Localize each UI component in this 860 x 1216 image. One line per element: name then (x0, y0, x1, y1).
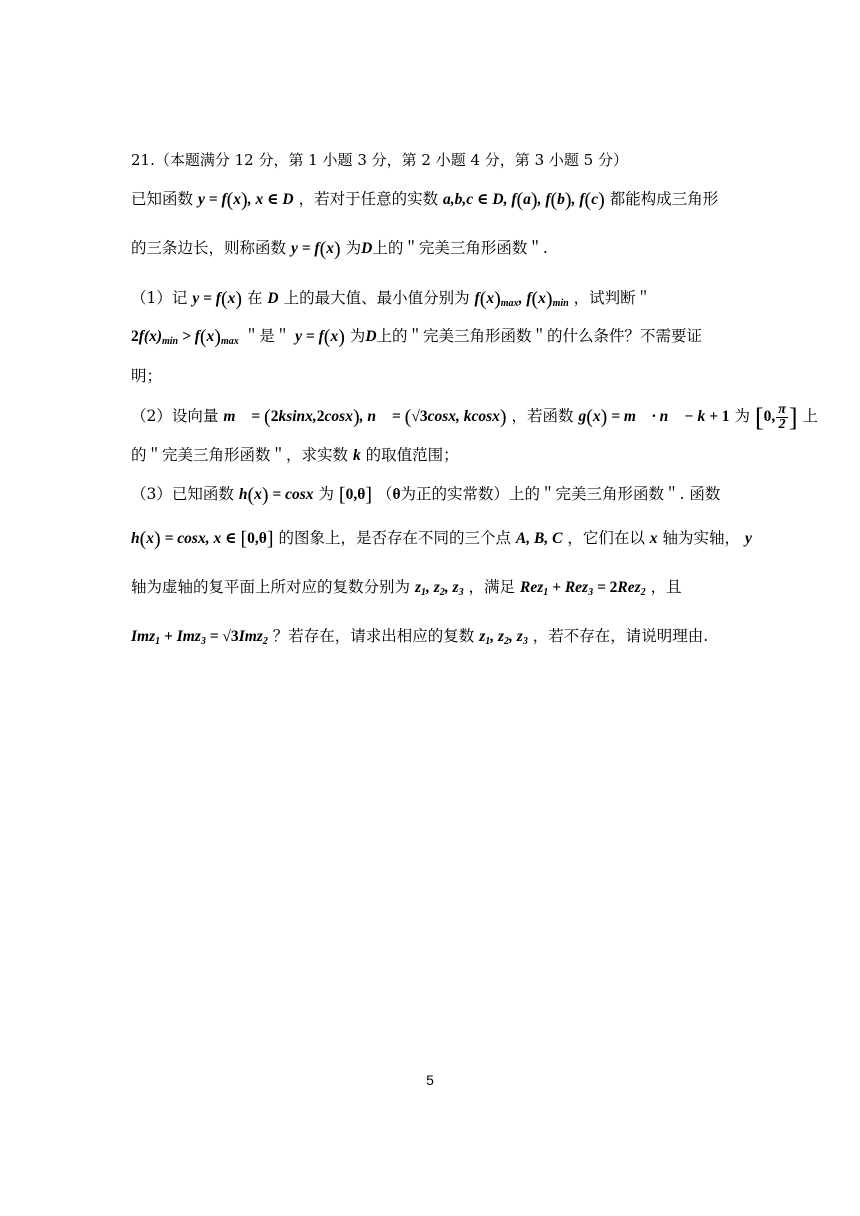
math-expression: [0,θ] (338, 484, 372, 506)
math-expression: D (365, 328, 377, 345)
question-2-line-1: （2）设向量 m⃗ = (2ksinx,2cosx), n⃗ = (√3cosx, kcosx) ，若函数 g(x) = m⃗ · n⃗ − k + 1 为 [0, $\frac{\pi}{2}$ ] 上 (131, 402, 819, 433)
math-expression: $z_1$, $z_2$, $z_3$ (414, 579, 464, 598)
math-expression: h(x) = cosx (238, 484, 314, 506)
intro-line-2: 的三条边长，则称函数 y = f(x) 为D上的＂完美三角形函数＂. (131, 238, 548, 260)
intro-line-1: 已知函数 y = f(x), x ∈ D ，若对于任意的实数 a,b,c ∈ D, f(a), f(b), f(c) 都能构成三角形 (131, 189, 719, 211)
question-1-line-2: $2f(x)_{min} > f(x)_{max}$ ＂是＂ y = f(x) 为D上的＂完美三角形函数＂的什么条件？不需要证 (131, 326, 703, 348)
math-expression: y = f(x), x ∈ D (197, 189, 294, 211)
math-expression: y = f(x) (295, 326, 345, 348)
math-expression: $f(x)_{max}$, $f(x)_{min}$ (474, 288, 569, 310)
math-expression: y (744, 530, 752, 547)
question-1-line-1: （1）记 y = f(x) 在 D 上的最大值、最小值分别为 $f(x)_{max}$, $f(x)_{min}$ ，试判断＂ (131, 288, 652, 310)
math-expression: D (267, 290, 279, 307)
math-expression: $z_1$, $z_2$, $z_3$ (479, 628, 528, 647)
math-expression: y = f(x) (192, 288, 243, 310)
math-expression: g(x) = m⃗ · n⃗ − k + 1 (578, 406, 730, 429)
math-expression: x (649, 530, 658, 547)
question-3-line-2: h(x) = cosx, x ∈ [0,θ] 的图象上，是否存在不同的三个点 A, B, C ，它们在以 x 轴为实轴， y (131, 528, 752, 550)
math-expression: [0, $\frac{\pi}{2}$ ] (754, 402, 798, 433)
math-expression: Rez$_1$ + Rez$_3$ = 2Rez$_2$ (519, 579, 646, 598)
question-1-line-3: 明； (131, 367, 163, 385)
math-expression: D (361, 240, 373, 257)
question-3-line-4: Imz$_1$ + Imz$_3$ = √3Imz$_2$ ？若存在，请求出相应的复数 $z_1$, $z_2$, $z_3$ ，若不存在，请说明理由. (131, 627, 709, 647)
math-expression: Imz$_1$ + Imz$_3$ = √3Imz$_2$ (131, 628, 268, 647)
question-3-line-3: 轴为虚轴的复平面上所对应的复数分别为 $z_1$, $z_2$, $z_3$ ，满足 Rez$_1$ + Rez$_3$ = 2Rez$_2$ ，且 (131, 578, 682, 598)
math-expression: y = f(x) (290, 238, 341, 260)
math-expression: A, B, C (515, 530, 563, 547)
math-expression: $2f(x)_{min} > f(x)_{max}$ (131, 326, 239, 348)
math-expression: m⃗ = (2ksinx,2cosx), n⃗ = (√3cosx, kcosx) (223, 406, 507, 429)
math-expression: θ (392, 486, 401, 503)
page-number: 5 (426, 1072, 434, 1088)
problem-header: 21.（本题满分 12 分，第 1 小题 3 分，第 2 小题 4 分，第 3 小题 5 分） (131, 151, 628, 169)
question-3-line-1: （3）已知函数 h(x) = cosx 为 [0,θ] （θ为正的实常数）上的＂完美三角形函数＂. 函数 (131, 484, 721, 506)
question-2-line-2: 的＂完美三角形函数＂，求实数 k 的取值范围； (131, 446, 459, 464)
math-expression: k (352, 447, 361, 464)
math-expression: h(x) = cosx, x ∈ [0,θ] (131, 528, 274, 550)
math-expression: a,b,c ∈ D, f(a), f(b), f(c) (443, 189, 605, 211)
